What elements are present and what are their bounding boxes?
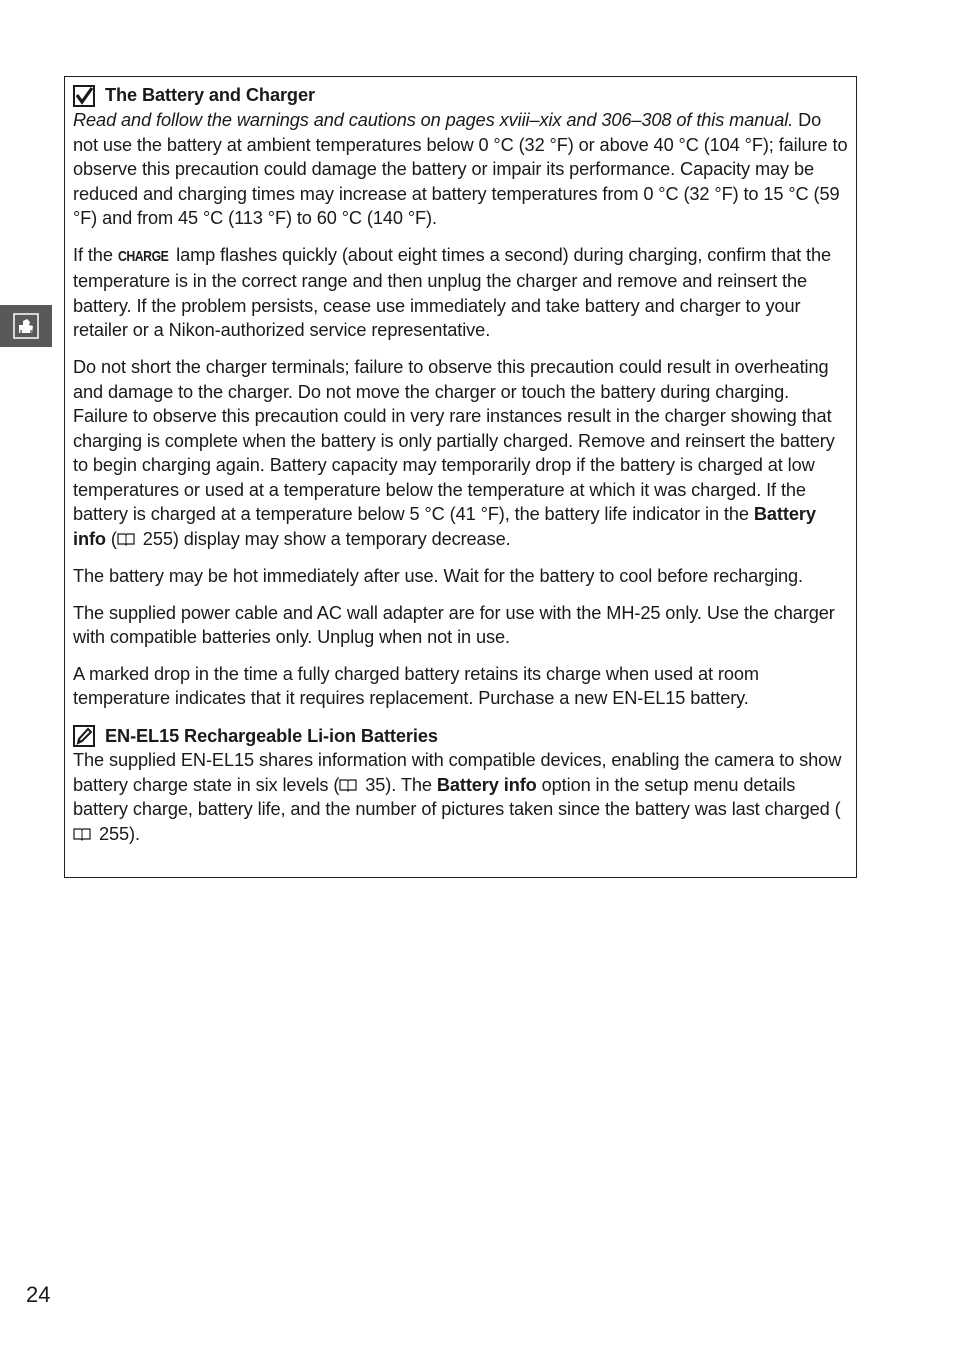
battery-paragraph-3-ref-page: 255): [137, 528, 179, 549]
battery-info-term: Battery info: [73, 504, 816, 549]
enel15-text-4: 255).: [94, 823, 140, 844]
enel15-note-title: EN-EL15 Rechargeable Li-ion Batteries: [105, 725, 438, 746]
battery-info-term: Battery info: [436, 774, 537, 795]
battery-note-heading: [73, 83, 848, 108]
battery-paragraph-3-start: Do not short the charger terminals; failure to observe this precaution could result in overheating and damage to the charger. Do not move the charger or touch the battery during charging. Failure to observe this precaution could in very rare instances result in the charger showing that charging is complete when the battery is only partially charged. Remove and reinsert the battery to begin charging again. Battery capacity may temporarily drop if the battery is charged at low temperatures or used at a temperature below the temperature at which it was charged. If the battery is charged at a temperature below 5 °C (41 °F), the battery life indicator in the: [73, 357, 835, 525]
battery-paragraph-2: [73, 243, 848, 343]
book-reference-icon: [73, 827, 91, 841]
book-reference-icon: [339, 778, 357, 792]
pencil-note-icon: [73, 725, 95, 747]
battery-note-title: The Battery and Charger: [105, 85, 315, 106]
battery-paragraph-4: The battery may be hot immediately after use. Wait for the battery to cool before recharging.: [73, 565, 804, 586]
battery-paragraph-5: The supplied power cable and AC wall adapter are for use with the MH-25 only. Use the charger with compatible batteries only. Unplug when not in use.: [73, 602, 835, 648]
battery-paragraph-2-start: If the: [73, 244, 118, 265]
battery-paragraph-6: A marked drop in the time a fully charged battery retains its charge when used at room temperature indicates that it requires replacement. Purchase a new EN-EL15 battery.: [73, 663, 759, 709]
checkmark-caution-icon: [73, 85, 95, 107]
section-tab: [0, 305, 52, 347]
page-number: 24: [26, 1282, 51, 1307]
battery-paragraph-3-ref-open: (: [105, 528, 117, 549]
notes-box: [64, 76, 857, 878]
battery-paragraph-2-rest: lamp flashes quickly (about eight times a second) during charging, confirm that the temperature is in the correct range and then unplug the charger and remove and reinsert the battery. If the problem persists, cease use immediately and take battery and charger to your retailer or a Nikon-authorized service representative.: [73, 244, 832, 341]
nikon-camera-section-icon: [13, 313, 39, 339]
enel15-text-1: The supplied EN-EL15 shares information with compatible devices, enabling the camera to show battery charge state in six levels (: [73, 750, 842, 795]
battery-paragraph-3: [73, 355, 848, 551]
battery-paragraph-1-rest: Do not use the battery at ambient temperatures below 0 °C (32 °F) or above 40 °C (104 °F); failure to observe this precaution could damage the battery or impair its performance. Capacity may be reduced and charging times may increase at battery temperatures from 0 °C (32 °F) to 15 °C (59 °F) and from 45 °C (113 °F) to 60 °C (140 °F).: [73, 110, 848, 228]
book-reference-icon: [117, 532, 135, 546]
battery-paragraph-3-end: display may show a temporary decrease.: [178, 528, 511, 549]
enel15-text-2: 35). The: [360, 774, 437, 795]
battery-paragraph-1-italic: Read and follow the warnings and cautions on pages xviii–xix and 306–308 of this manual.: [73, 110, 794, 130]
enel15-note-heading: [73, 723, 848, 748]
battery-paragraph-1: [73, 108, 848, 231]
enel15-text-3: option in the setup menu details battery charge, battery life, and the number of pictures taken since the battery was last charged (: [73, 774, 841, 820]
enel15-paragraph: [73, 748, 848, 846]
charge-lamp-label: CHARGE: [117, 247, 169, 265]
